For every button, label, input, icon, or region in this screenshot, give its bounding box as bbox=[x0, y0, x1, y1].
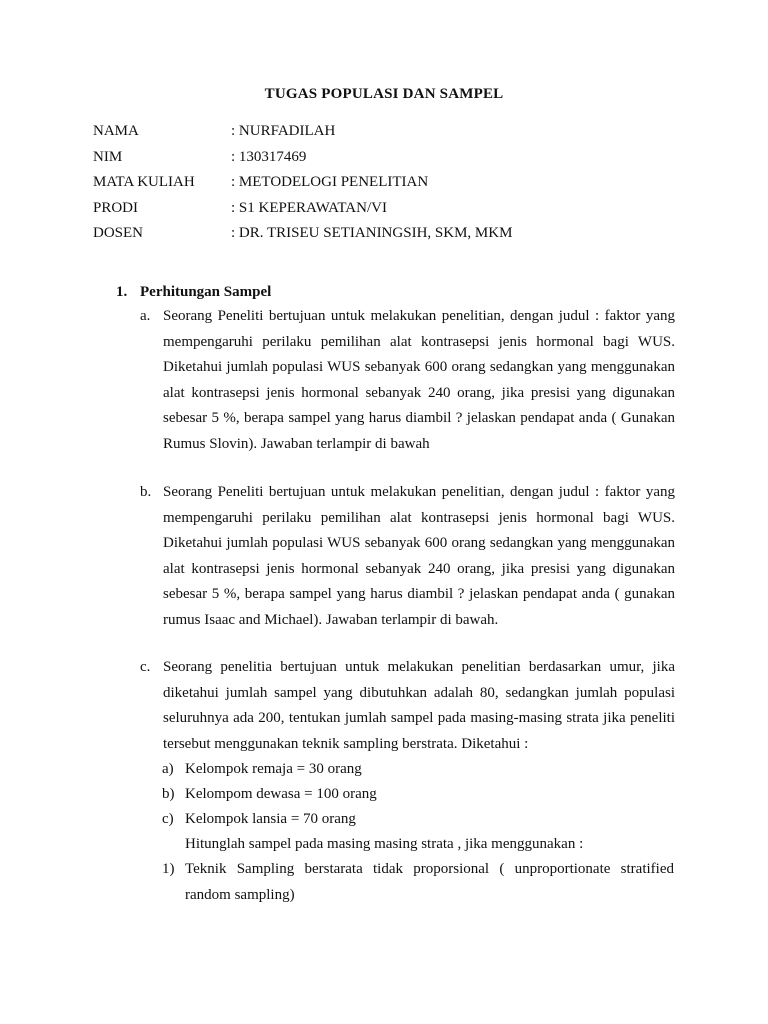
group-item bbox=[162, 782, 674, 808]
info-label: NAMA bbox=[93, 123, 139, 139]
page-title: TUGAS POPULASI DAN SAMPEL bbox=[264, 86, 504, 102]
item-text: Seorang Peneliti bertujuan untuk melakukan penelitian, dengan judul : faktor yang mempengaruhi perilaku pemilihan alat kontrasepsi jenis hormonal bagi WUS. Diketahui jumlah populasi WUS sebanyak 600 orang sedangkan yang menggunakan alat kontrasepsi jenis hormonal sebanyak 240 orang, jika presisi yang digunakan sebesar 5 %, berapa sampel yang harus diambil ? jelaskan pendapat anda ( gunakan rumus Isaac and Michael). Jawaban terlampir di bawah. bbox=[163, 484, 675, 628]
technique-marker: 1) bbox=[162, 861, 175, 877]
info-value: : 130317469 bbox=[231, 145, 306, 171]
info-value: : METODELOGI PENELITIAN bbox=[231, 170, 428, 196]
question-item-a bbox=[140, 304, 675, 457]
info-label: NIM bbox=[93, 148, 123, 165]
question-item-c bbox=[140, 655, 675, 757]
info-value: : S1 KEPERAWATAN/VI bbox=[231, 196, 387, 222]
section-title bbox=[116, 281, 676, 303]
section-heading-text: Perhitungan Sampel bbox=[140, 284, 272, 300]
instruction-note: Hitunglah sampel pada masing masing strata , jika menggunakan : bbox=[185, 836, 584, 852]
question-item-b bbox=[140, 480, 675, 633]
student-info bbox=[93, 119, 653, 247]
group-item bbox=[162, 757, 674, 783]
info-row-mata-kuliah bbox=[93, 170, 653, 196]
item-marker: c. bbox=[140, 659, 151, 675]
info-label: DOSEN bbox=[93, 225, 144, 241]
group-marker: c) bbox=[162, 811, 174, 827]
section-number: 1. bbox=[116, 284, 128, 300]
item-marker: a. bbox=[140, 308, 151, 324]
item-text: Seorang Peneliti bertujuan untuk melakukan penelitian, dengan judul : faktor yang mempengaruhi perilaku pemilihan alat kontrasepsi jenis hormonal bagi WUS. Diketahui jumlah populasi WUS sebanyak 600 orang sedangkan yang menggunakan alat kontrasepsi jenis hormonal sebanyak 240 orang, jika presisi yang digunakan sebesar 5 %, berapa sampel yang harus diambil ? jelaskan pendapat anda ( Gunakan Rumus Slovin). Jawaban terlampir di bawah bbox=[163, 308, 675, 452]
group-marker: a) bbox=[162, 761, 174, 777]
info-label: PRODI bbox=[93, 199, 139, 216]
group-text: Kelompom dewasa = 100 orang bbox=[185, 786, 377, 802]
info-row-dosen bbox=[93, 221, 653, 247]
group-text: Kelompok remaja = 30 orang bbox=[185, 761, 362, 777]
info-label: MATA KULIAH bbox=[93, 174, 195, 190]
info-row-nama bbox=[93, 119, 653, 145]
group-marker: b) bbox=[162, 786, 175, 802]
technique-item bbox=[162, 857, 674, 908]
info-value: : NURFADILAH bbox=[231, 119, 335, 145]
group-text: Kelompok lansia = 70 orang bbox=[185, 811, 356, 827]
item-text: Seorang penelitia bertujuan untuk melakukan penelitian berdasarkan umur, jika diketahui jumlah sampel yang dibutuhkan adalah 80, sedangkan jumlah populasi seluruhnya ada 200, tentukan jumlah sampel pada masing-masing strata jika peneliti tersebut menggunakan teknik sampling berstrata. Diketahui : bbox=[163, 659, 675, 752]
info-value: : DR. TRISEU SETIANINGSIH, SKM, MKM bbox=[231, 221, 512, 247]
item-marker: b. bbox=[140, 484, 152, 500]
section-heading bbox=[116, 281, 676, 303]
info-row-nim bbox=[93, 145, 653, 171]
technique-text: Teknik Sampling berstarata tidak proporsional ( unproportionate stratified random sampling) bbox=[185, 861, 674, 903]
info-row-prodi bbox=[93, 196, 653, 222]
group-item bbox=[162, 807, 674, 833]
